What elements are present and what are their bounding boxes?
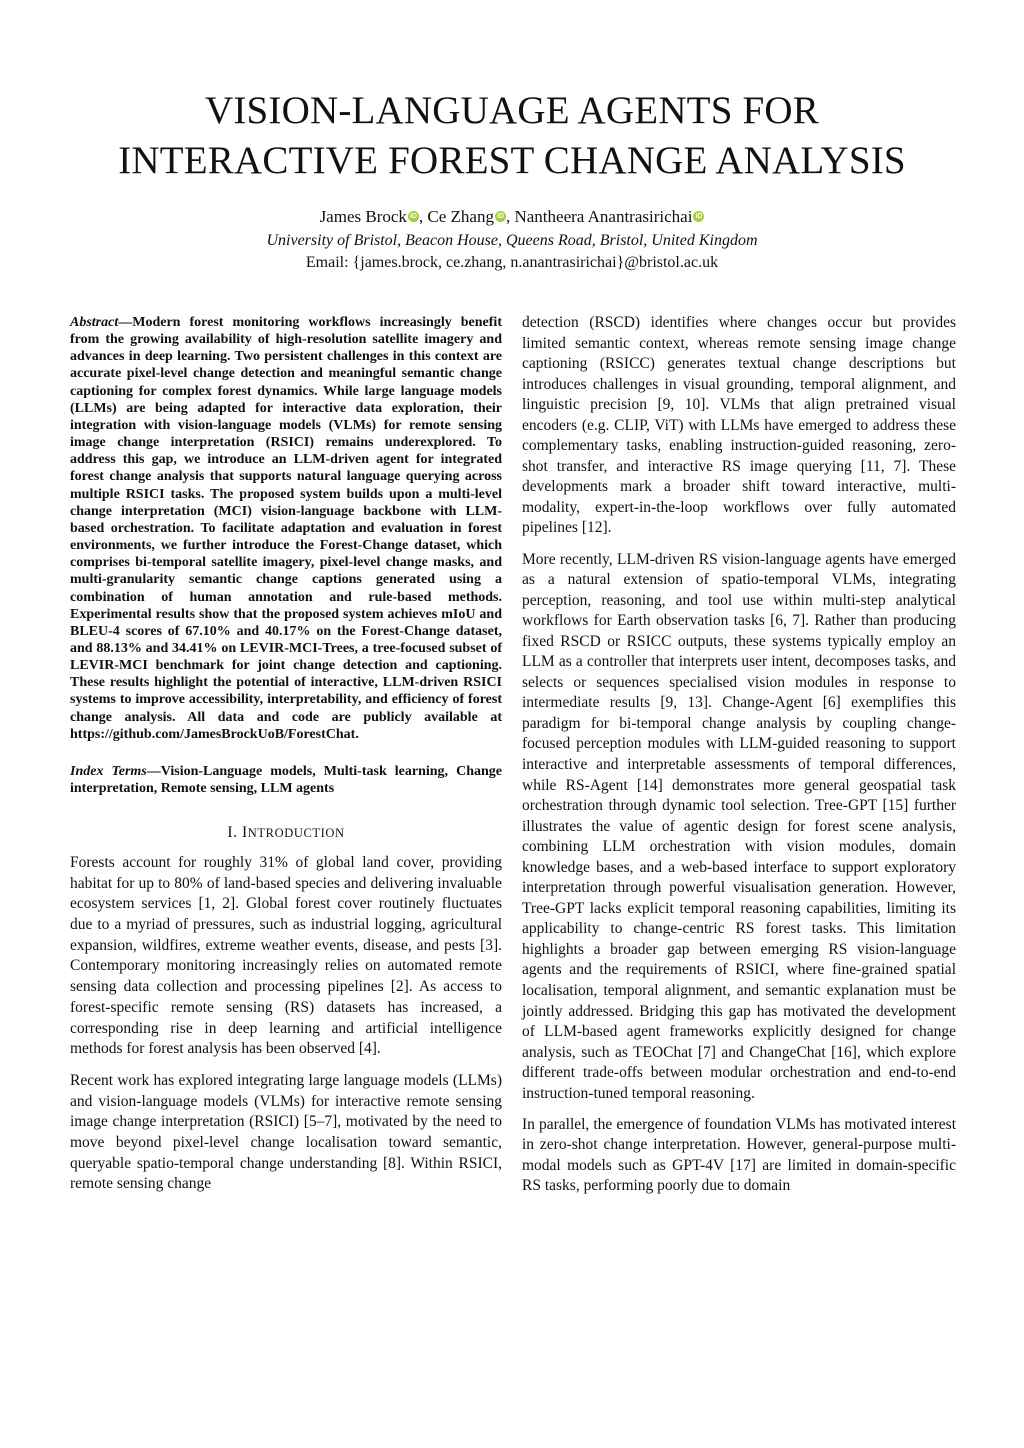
- paragraph: Recent work has explored integrating large language models (LLMs) and vision-language models (VLMs) for interactive remote sensing image change interpretation (RSICI) [5–7], motivated by the need to move beyond pixel-level change localisation toward semantic, queryable spatio-temporal change understanding [8]. Within RSICI, remote sensing change: [70, 1071, 502, 1193]
- paragraph: Forests account for roughly 31% of global land cover, providing habitat for up to 80% of land-based species and delivering invaluable ecosystem services [1, 2]. Global forest cover routinely fluctuates due to a myriad of pressures, such as industrial logging, agricultural expansion, wildfires, extreme weather events, disease, and pests [3]. Contemporary monitoring increasingly relies on automated remote sensing data collection and processing pipelines [2]. As access to forest-specific remote sensing (RS) datasets has increased, a corresponding rise in deep learning and artificial intelligence methods for forest analysis has been observed [4].: [70, 853, 502, 1058]
- author-emails: Email: {james.brock, ce.zhang, n.anantrasirichai}@bristol.ac.uk: [305, 254, 719, 271]
- abstract-label: Abstract: [70, 315, 119, 330]
- section-number: I.: [227, 823, 243, 841]
- index-terms-label: Index Terms: [70, 763, 147, 779]
- author-name: Ce Zhang: [427, 207, 494, 226]
- abstract: [70, 314, 502, 743]
- paragraph: detection (RSCD) identifies where changes occur but provides limited semantic context, whereas remote sensing image change captioning (RSICC) generates textual change descriptions but introduces challenges in visual grounding, temporal alignment, and linguistic precision [9, 10]. VLMs that align pretrained visual encoders (e.g. CLIP, ViT) with LLMs have emerged to address these complementary tasks, enabling instruction-guided reasoning, zero-shot transfer, and interactive RS image querying [11, 7]. These developments mark a broader shift toward interactive, multi-modality, expert-in-the-loop workflows over fully automated pipelines [12].: [522, 314, 956, 537]
- abstract-text: —Modern forest monitoring workflows increasingly benefit from the growing availability of high-resolution satellite imagery and advances in deep learning. Two persistent challenges in this context are accurate pixel-level change detection and meaningful semantic change captioning for complex forest dynamics. While large language models (LLMs) are being adapted for interactive data exploration, their integration with vision-language models (VLMs) for remote sensing image change interpretation (RSICI) remains underexplored. To address this gap, we introduce an LLM-driven agent for integrated forest change analysis that supports natural language querying across multiple RSICI tasks. The proposed system builds upon a multi-level change interpretation (MCI) vision-language backbone with LLM-based orchestration. To facilitate adaptation and evaluation in forest environments, we further introduce the Forest-Change dataset, which comprises bi-temporal satellite imagery, pixel-level change masks, and multi-granularity semantic change captions generated using a combination of human annotation and rule-based methods. Experimental results show that the proposed system achieves mIoU and BLEU-4 scores of 67.10% and 40.17% on the Forest-Change dataset, and 88.13% and 34.41% on LEVIR-MCI-Trees, a tree-focused subset of LEVIR-MCI benchmark for joint change detection and captioning. These results highlight the potential of interactive, LLM-driven RSICI systems to improve accessibility, interpretability, and efficiency of forest change analysis. All data and code are publicly available at https://github.com/JamesBrockUoB/ForestChat.: [70, 315, 502, 742]
- title-line-2: INTERACTIVE FOREST CHANGE ANALYSIS: [118, 139, 906, 182]
- section-title-initial: I: [242, 823, 248, 841]
- section-heading-introduction: [70, 823, 502, 843]
- author-separator: ,: [505, 207, 515, 226]
- orcid-icon[interactable]: iD: [496, 213, 504, 220]
- title-line-1: VISION-LANGUAGE AGENTS FOR: [204, 89, 820, 132]
- section-title-rest: NTRODUCTION: [247, 825, 345, 840]
- index-terms: [70, 763, 502, 797]
- index-terms-text: —Vision-Language models, Multi-task learning, Change interpretation, Remote sensing, LLM agents: [70, 763, 502, 796]
- author-list: [0, 206, 1024, 228]
- orcid-icon[interactable]: iD: [409, 213, 417, 220]
- affiliation: University of Bristol, Beacon House, Queens Road, Bristol, United Kingdom: [266, 232, 758, 249]
- author-name: James Brock: [319, 207, 407, 226]
- paragraph: More recently, LLM-driven RS vision-language agents have emerged as a natural extension of spatio-temporal VLMs, integrating perception, reasoning, and tool use within multi-step analytical workflows for Earth observation tasks [6, 7]. Rather than producing fixed RSCD or RSICC outputs, these systems typically employ an LLM as a controller that interprets user intent, decomposes tasks, and selects or sequences specialised vision modules in response to intermediate results [9, 13]. Change-Agent [6] exemplifies this paradigm for bi-temporal change analysis by coupling change-focused perception modules with LLM-guided reasoning to support interactive and interpretable assessments of temporal differences, while RS-Agent [14] demonstrates more general geospatial task orchestration through dynamic tool selection. Tree-GPT [15] further illustrates the value of agentic design for forest scene analysis, combining LLM orchestration with vision modules, domain knowledge bases, and a web-based interface to support exploratory interpretation through powerful visualisation generation. However, Tree-GPT lacks explicit temporal reasoning capabilities, limiting its applicability to change-centric RS forest tasks. This limitation highlights a broader gap between emerging RS vision-language agents and the requirements of RSICI, where fine-grained spatial localisation, temporal alignment, and semantic explanation must be jointly addressed. Bridging this gap has motivated the development of LLM-based agent frameworks explicitly designed for change analysis, such as TEOChat [7] and ChangeChat [16], which explore different trade-offs between modular orchestration and end-to-end instruction-tuned temporal reasoning.: [522, 550, 956, 1102]
- orcid-icon[interactable]: iD: [695, 213, 703, 220]
- author-name: Nantheera Anantrasirichai: [514, 207, 693, 226]
- author-separator: ,: [418, 207, 428, 226]
- right-column: [522, 313, 956, 1207]
- left-column: [70, 314, 502, 1206]
- paper-title: [60, 86, 964, 186]
- paragraph: In parallel, the emergence of foundation VLMs has motivated interest in zero-shot change interpretation. However, general-purpose multi-modal models such as GPT-4V [17] are limited in domain-specific RS tasks, performing poorly due to domain: [522, 1115, 956, 1195]
